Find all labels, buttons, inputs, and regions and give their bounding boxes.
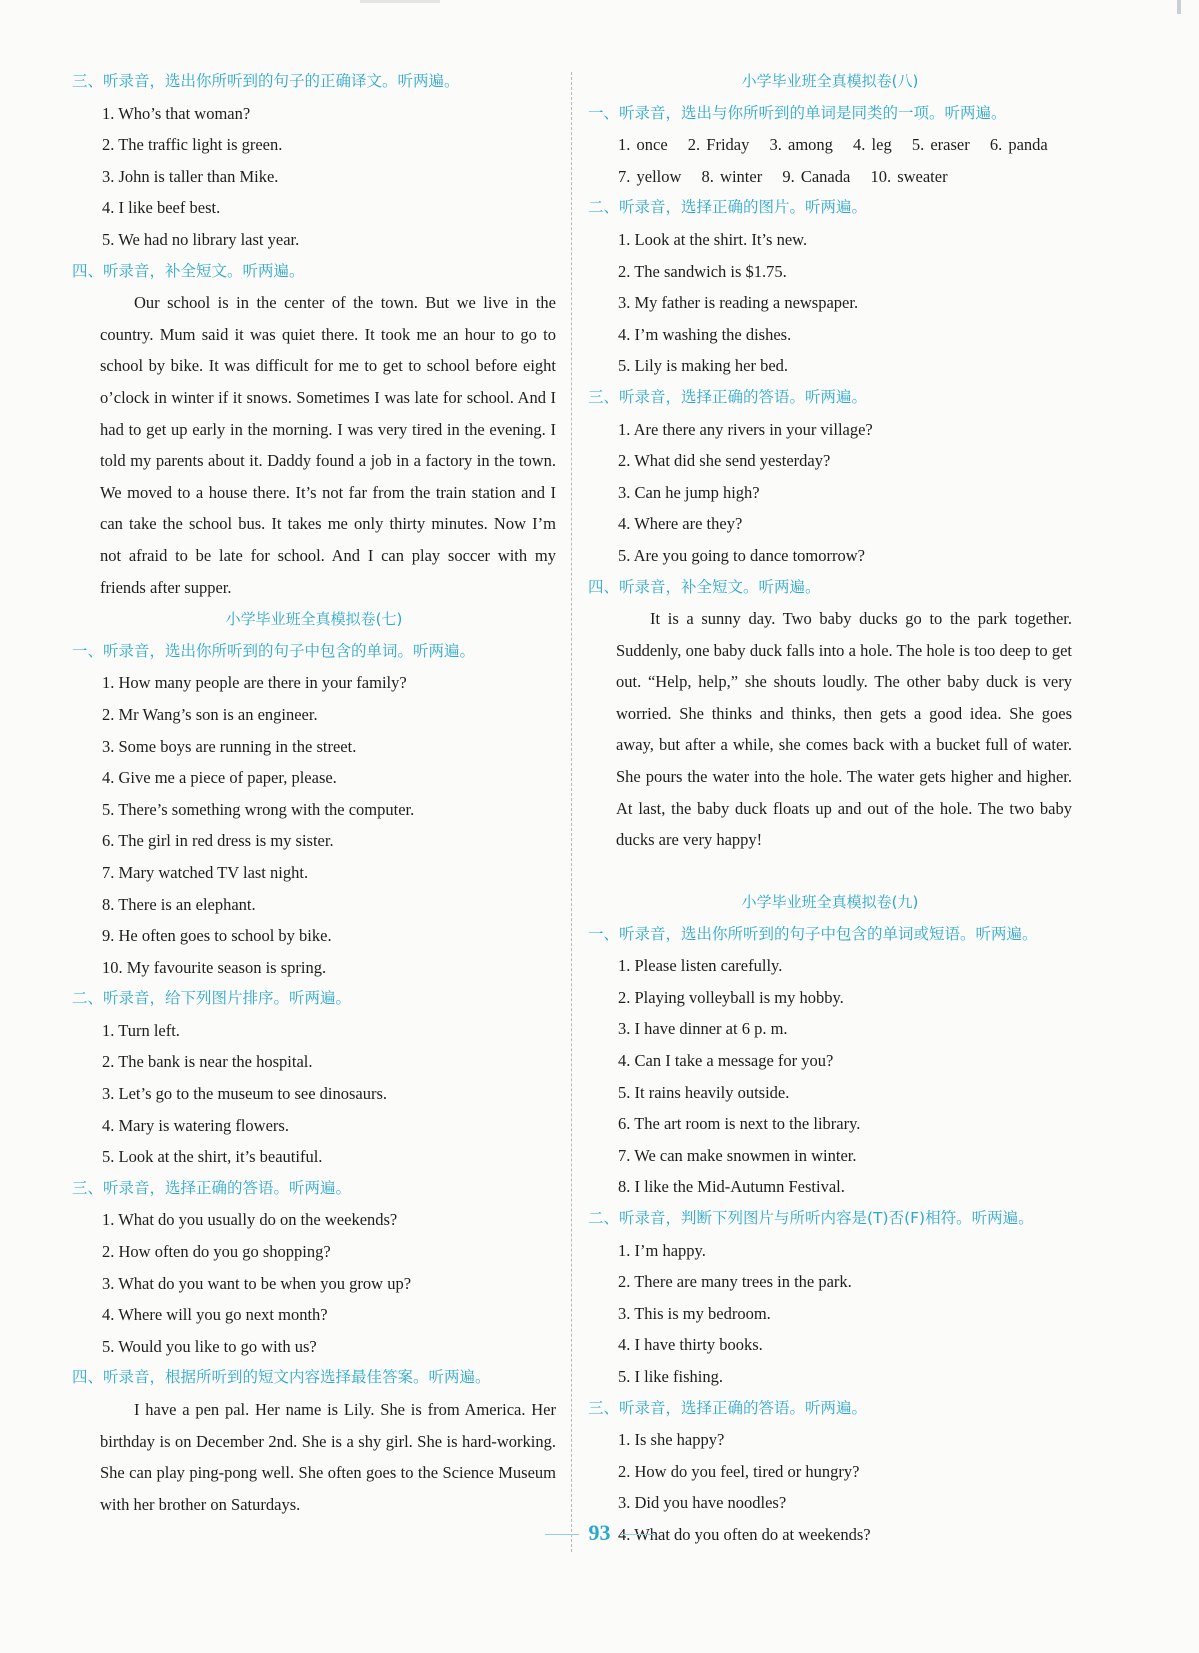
list-item: 4. What do you often do at weekends? [618, 1524, 871, 1544]
section-heading: 三、听录音，选择正确的答语。听两遍。 [588, 387, 868, 406]
list-item: 3. My father is reading a newspaper. [618, 293, 859, 313]
list-item: 4. Where will you go next month? [102, 1305, 328, 1325]
list-item: 5. We had no library last year. [102, 229, 300, 249]
left-column [72, 66, 556, 1520]
section-heading: 三、听录音，选择正确的答语。听两遍。 [72, 1178, 352, 1197]
passage: I have a pen pal. Her name is Lily. She is from America. Her birthday is on December 2nd. She is a shy girl. She is hard-working. She can play ping-pong well. She often goes to the Science Museum with her brother on Saturdays. [100, 1400, 556, 1514]
section-heading: 一、听录音，选出你所听到的句子中包含的单词或短语。听两遍。 [588, 924, 1038, 943]
list-item: 3. Let’s go to the museum to see dinosaurs. [102, 1084, 388, 1104]
list-item: 2. Playing volleyball is my hobby. [618, 987, 844, 1007]
section-heading: 三、听录音，选择正确的答语。听两遍。 [588, 1398, 868, 1417]
word-item: 8. winter [701, 166, 763, 186]
word-item: 7. yellow [618, 166, 682, 186]
list-item: 4. Where are they? [618, 514, 743, 534]
list-item: 2. How do you feel, tired or hungry? [618, 1461, 860, 1481]
column-divider [571, 72, 572, 1552]
list-item: 4. Can I take a message for you? [618, 1051, 834, 1071]
list-item: 1. Is she happy? [618, 1430, 725, 1450]
list-item: 5. Are you going to dance tomorrow? [618, 545, 865, 565]
list-item: 4. Mary is watering flowers. [102, 1115, 289, 1135]
list-item: 2. How often do you go shopping? [102, 1242, 331, 1262]
list-item: 7. Mary watched TV last night. [102, 862, 309, 882]
list-item: 2. The sandwich is $1.75. [618, 261, 787, 281]
list-item: 6. The art room is next to the library. [618, 1114, 861, 1134]
word-item: 1. once [618, 135, 668, 155]
list-item: 5. Lily is making her bed. [618, 356, 789, 376]
list-item: 4. Give me a piece of paper, please. [102, 768, 337, 788]
list-item: 3. John is taller than Mike. [102, 166, 279, 186]
list-item: 4. I’m washing the dishes. [618, 324, 792, 344]
page-number-dash [545, 1534, 579, 1535]
section-heading: 二、听录音，判断下列图片与所听内容是(T)否(F)相符。听两遍。 [588, 1209, 1034, 1228]
list-item: 5. Would you like to go with us? [102, 1336, 317, 1356]
section-heading: 一、听录音，选出你所听到的句子中包含的单词。听两遍。 [72, 641, 476, 660]
scan-edge-mark [1177, 0, 1181, 14]
list-item: 5. Look at the shirt, it’s beautiful. [102, 1147, 323, 1167]
word-row [588, 129, 1072, 161]
list-item: 5. There’s something wrong with the computer. [102, 799, 415, 819]
word-item: 2. Friday [687, 135, 750, 155]
word-item: 9. Canada [782, 166, 851, 186]
list-item: 7. We can make snowmen in winter. [618, 1145, 857, 1165]
exam-title: 小学毕业班全真模拟卷(九) [741, 893, 919, 912]
list-item: 10. My favourite season is spring. [102, 957, 327, 977]
page-number-text: 93 [588, 1520, 611, 1545]
section-heading: 二、听录音，给下列图片排序。听两遍。 [72, 989, 352, 1008]
section-heading: 四、听录音，补全短文。听两遍。 [72, 261, 305, 280]
list-item: 5. I like fishing. [618, 1367, 723, 1386]
scan-mark [360, 0, 440, 3]
list-item: 2. There are many trees in the park. [618, 1272, 852, 1292]
list-item: 2. Mr Wang’s son is an engineer. [102, 704, 318, 724]
list-item: 4. I have thirty books. [618, 1335, 763, 1355]
section-heading: 二、听录音，选择正确的图片。听两遍。 [588, 198, 868, 217]
list-item: 1. Are there any rivers in your village? [618, 419, 873, 439]
list-item: 3. Did you have noodles? [618, 1493, 787, 1513]
list-item: 1. Please listen carefully. [618, 956, 783, 976]
list-item: 1. Look at the shirt. It’s new. [618, 229, 808, 249]
word-row [588, 161, 1072, 193]
list-item: 3. Some boys are running in the street. [102, 736, 357, 756]
list-item: 1. Who’s that woman? [102, 103, 251, 123]
list-item: 3. What do you want to be when you grow up? [102, 1273, 412, 1293]
passage: It is a sunny day. Two baby ducks go to the park together. Suddenly, one baby duck falls into a hole. The hole is too deep to get out. “Help, help,” she shouts loudly. The other baby duck is very worried. She thinks and thinks, then gets a good idea. She goes away, but after a while, she comes back with a bucket full of water. She pours the water into the hole. The water gets higher and higher. At last, the baby duck floats up and out of the hole. The two baby ducks are very happy! [616, 609, 1072, 850]
exam-title: 小学毕业班全真模拟卷(七) [225, 610, 403, 629]
section-heading: 四、听录音，补全短文。听两遍。 [588, 577, 821, 596]
list-item: 1. What do you usually do on the weekends? [102, 1210, 398, 1230]
word-item: 6. panda [989, 135, 1048, 155]
section-heading: 一、听录音，选出与你所听到的单词是同类的一项。听两遍。 [588, 103, 1007, 122]
word-item: 3. among [769, 135, 833, 155]
section-heading: 四、听录音，根据所听到的短文内容选择最佳答案。听两遍。 [72, 1368, 491, 1387]
list-item: 3. I have dinner at 6 p. m. [618, 1019, 788, 1039]
list-item: 1. How many people are there in your family? [102, 673, 407, 693]
list-item: 9. He often goes to school by bike. [102, 926, 332, 946]
page-number-dash [621, 1534, 655, 1535]
list-item: 2. The traffic light is green. [102, 135, 283, 155]
list-item: 3. This is my bedroom. [618, 1303, 771, 1323]
passage: Our school is in the center of the town. But we live in the country. Mum said it was quiet there. It took me an hour to go to school by bike. It was difficult for me to get to school before eight o’clock in winter if it snows. Sometimes I was late for school. And I had to get up early in the morning. I was very tired in the evening. I told my parents about it. Daddy found a job in a factory in the town. We moved to a house there. It’s not far from the train station and I can take the school bus. It takes me only thirty minutes. Now I’m not afraid to be late for school. And I can play soccer with my friends after supper. [100, 293, 556, 597]
word-item: 5. eraser [911, 135, 970, 155]
list-item: 1. I’m happy. [618, 1240, 706, 1260]
list-item: 6. The girl in red dress is my sister. [102, 831, 334, 851]
list-item: 3. Can he jump high? [618, 482, 760, 502]
section-heading: 三、听录音，选出你所听到的句子的正确译文。听两遍。 [72, 72, 460, 90]
exam-title: 小学毕业班全真模拟卷(八) [741, 72, 919, 90]
list-item: 2. The bank is near the hospital. [102, 1052, 313, 1072]
list-item: 8. I like the Mid-Autumn Festival. [618, 1177, 845, 1197]
list-item: 5. It rains heavily outside. [618, 1082, 790, 1102]
word-item: 4. leg [853, 135, 892, 155]
list-item: 8. There is an elephant. [102, 894, 256, 914]
page-number [0, 1520, 1199, 1546]
list-item: 2. What did she send yesterday? [618, 451, 831, 471]
right-column [588, 66, 1072, 1551]
word-item: 10. sweater [870, 166, 948, 186]
list-item: 4. I like beef best. [102, 198, 221, 218]
list-item: 1. Turn left. [102, 1020, 180, 1040]
